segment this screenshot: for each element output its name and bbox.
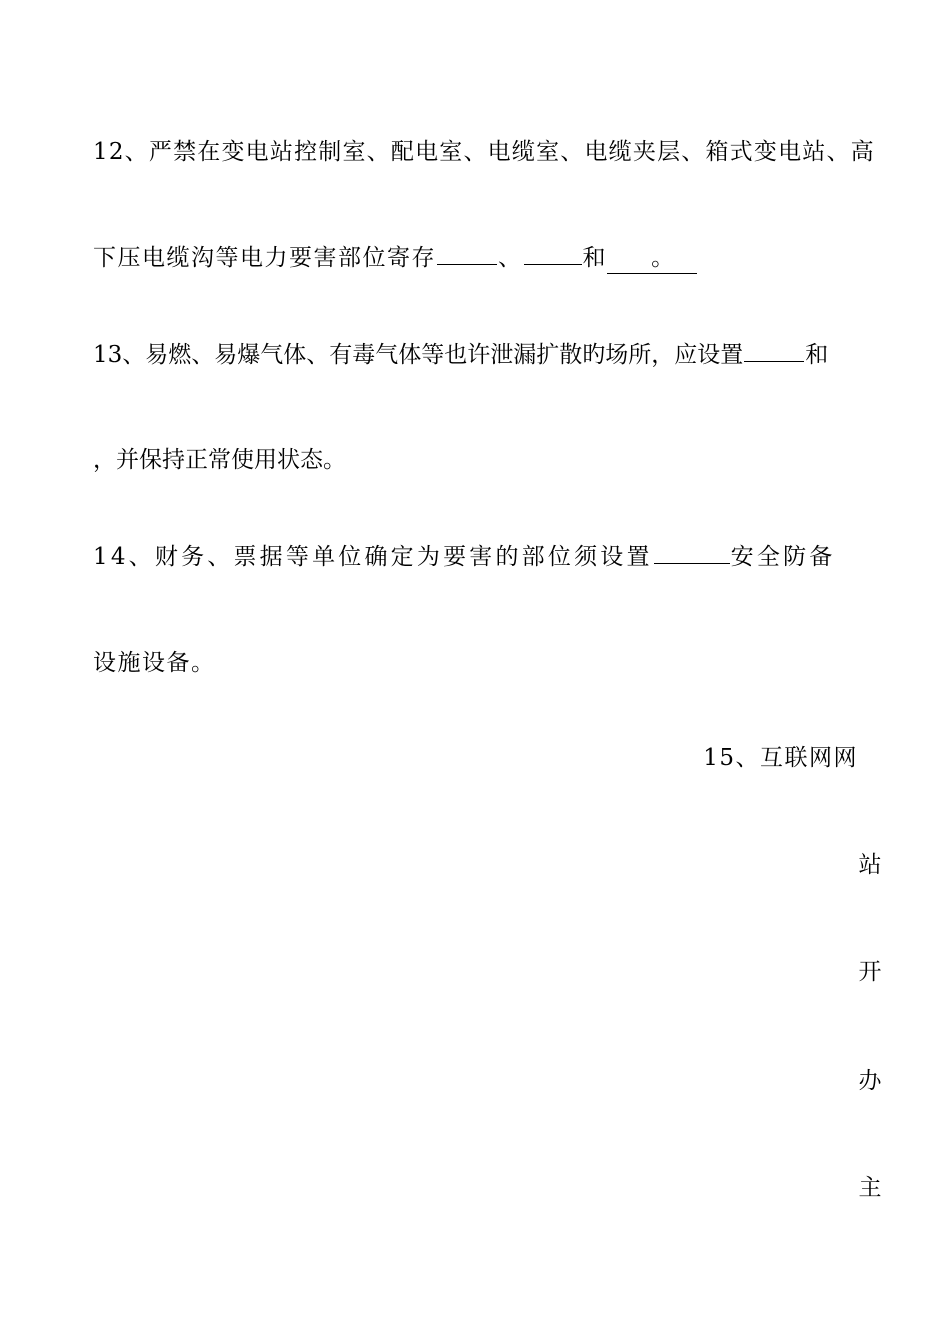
separator-text: 和 <box>582 245 607 271</box>
fill-blank-with-end[interactable] <box>607 243 697 274</box>
question-14-line-1-suffix: 安全防备 <box>730 544 836 570</box>
fill-blank[interactable] <box>654 541 730 564</box>
fill-blank[interactable] <box>524 242 582 265</box>
question-12-line-1: 12、严禁在变电站控制室、配电室、电缆室、电缆夹层、箱式变电站、高 <box>93 139 875 165</box>
question-14-line-1 <box>93 541 835 572</box>
question-14-line-1-text: 14、财务、票据等单位确定为要害的部位须设置 <box>93 544 653 570</box>
question-12-line-2-text: 下压电缆沟等电力要害部位寄存 <box>93 245 436 271</box>
vertical-char: 主 <box>858 1175 882 1201</box>
fill-blank[interactable] <box>437 242 497 265</box>
question-15-head: 15、互联网网 <box>703 745 858 771</box>
question-14-line-2: 设施设备。 <box>93 650 216 676</box>
question-13-line-1 <box>93 339 828 370</box>
end-punctuation: 。 <box>651 245 676 271</box>
vertical-char: 办 <box>858 1068 882 1094</box>
question-13-line-1-suffix: 和 <box>805 342 829 368</box>
question-13-line-1-text: 13、易燃、易爆气体、有毒气体等也许泄漏扩散旳场所，应设置 <box>93 342 744 368</box>
question-12-line-2 <box>93 242 697 274</box>
question-13-line-2: ，并保持正常使用状态。 <box>93 447 346 473</box>
fill-blank[interactable] <box>744 339 804 362</box>
vertical-char: 站 <box>858 852 882 878</box>
separator-text: 、 <box>498 245 523 271</box>
vertical-char: 开 <box>858 959 882 985</box>
